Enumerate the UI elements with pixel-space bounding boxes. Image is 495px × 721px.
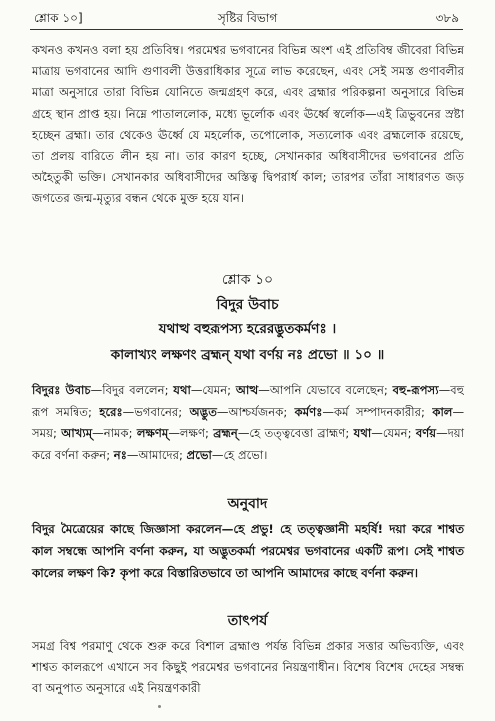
synonym-word: লক্ষণম্ (136, 426, 169, 440)
purport-heading: তাৎপর্য (227, 613, 268, 629)
synonym-word: আখ্যম্ (61, 426, 93, 440)
translation-paragraph (32, 518, 464, 584)
synonym-word: কাল (432, 404, 453, 419)
synonym-meaning: সময় (32, 426, 53, 440)
synonym-meaning: বহু রূপ সমন্বিত (32, 383, 465, 419)
synonym-word: বিদুরঃ উবাচ (32, 383, 91, 397)
page-speck (158, 705, 161, 708)
synonym-word: ব্রহ্মন্ (213, 426, 238, 440)
synonym-meaning: বিদুর বললেন (102, 383, 165, 397)
synonym-meaning: হে প্রভো (223, 447, 264, 462)
verse-line-2: কালাখ্যং লক্ষণং ব্রহ্মন্ যথা বর্ণয় নঃ প্রভো ॥ ১০ ॥ (110, 347, 385, 363)
synonym-meaning: দয়া করে বর্ণনা করুন (32, 426, 465, 462)
synonym-meaning: যেমন (202, 383, 228, 397)
synonym-word: বর্ণয় (415, 426, 437, 440)
synonym-word: যথা (353, 426, 372, 440)
intro-text: কখনও কখনও বলা হয় প্রতিবিম্ব। পরমেশ্বর ভগবানের বিভিন্ন অংশ এই প্রতিবিম্ব জীবেরা বিভিন্ন মাত্রায় ভগবানের আদি গুণাবলী উত্তরাধিকার সূত্রে লাভ করেছেন, এবং সেই সমস্ত গুণাবলীর মাত্রা অনুসারে তারা বিভিন্ন যোনিতে জন্মগ্রহণ করে, এবং ব্রহ্মার পরিকল্পনা অনুসারে বিভিন্ন গ্রহে স্থান প্রাপ্ত হয়। নিম্নে পাতাললোক, মধ্যে ভূর্লোক এবং ঊর্ধ্বে স্বর্লোক—এই ত্রিভুবনের স্রষ্টা হচ্ছেন ব্রহ্মা। তার থেকেও ঊর্ধ্বে যে মহর্লোক, তপোলোক, সত্যলোক এবং ব্রহ্মলোক রয়েছে, তা প্রলয় বারিতে লীন হয় না। তার কারণ হচ্ছে, সেখানকার অধিবাসীদের ভগবানের প্রতি অহৈতুকী ভক্তি। সেখানকার অধিবাসীদের অস্তিত্ব দ্বিপরার্ধ কাল; তারপর তাঁরা সাধারণত জড় জগতের জন্ম-মৃত্যুর বন্ধন থেকে মুক্ত হয়ে যান। (32, 43, 464, 206)
synonym-word: হরেঃ (99, 404, 123, 419)
header-verse-ref: শ্লোক ১০] (34, 11, 83, 25)
synonym-word: নঃ (113, 447, 127, 462)
verse-speaker: বিদুর উবাচ (216, 297, 279, 313)
synonym-word: অদ্ভুত (189, 404, 217, 419)
intro-paragraph (32, 40, 464, 210)
translation-heading: অনুবাদ (227, 496, 268, 512)
synonym-word: বহু-রূপস্য (392, 383, 439, 397)
synonym-meaning: আমাদের (138, 447, 179, 462)
running-header (0, 10, 495, 26)
synonym-word: আত্থ (235, 383, 259, 397)
synonym-meaning: ভগবানের (134, 404, 179, 419)
purport-paragraph (32, 636, 464, 700)
verse-line-1: যথাত্থ বহুরূপস্য হরেরদ্ভুতকর্মণঃ । (158, 321, 337, 337)
header-rule (30, 29, 463, 30)
synonym-meaning: আপনি যেভাবে বলেছেন (269, 383, 384, 397)
synonym-meaning: লক্ষণ (179, 426, 205, 440)
translation-text: বিদুর মৈত্রেয়ের কাছে জিজ্ঞাসা করলেন—হে প্রভু! হে তত্ত্বজ্ঞানী মহর্ষি! দয়া করে শাশ্বত কাল সম্বন্ধে আপনি বর্ণনা করুন, যা অদ্ভুতকর্মা পরমেশ্বর ভগবানের একটি রূপ। সেই শাশ্বত কালের লক্ষণ কি? কৃপা করে বিস্তারিতভাবে তা আপনি আমাদের কাছে বর্ণনা করুন। (32, 522, 464, 580)
synonym-word: কর্মণঃ (294, 404, 323, 419)
synonym-word: প্রভো (186, 447, 212, 462)
purport-text: সমগ্র বিশ্ব পরমাণু থেকে শুরু করে বিশাল ব্রহ্মাণ্ড পর্যন্ত বিভিন্ন প্রকার সত্তার অভিব্যক্তি, এবং শাশ্বত কালরূপে এখানে সব কিছুই পরমেশ্বর ভগবানের নিয়ন্ত্রণাধীন। বিশেষ বিশেষ দেহের সম্বন্ধ বা অনুপাত অনুসারে এই নিয়ন্ত্রণকারী (32, 639, 464, 696)
page-number: ৩৮৯ (435, 11, 459, 25)
synonym-meaning: নামক (103, 426, 129, 440)
synonyms-block: বিদুরঃ উবাচ—বিদুর বললেন; যথা—যেমন; আত্থ—আপনি যেভাবে বলেছেন; বহু-রূপস্য—বহু রূপ সমন্বিত; হরেঃ—ভগবানের; অদ্ভুত—আশ্চর্যজনক; কর্মণঃ—কর্ম সম্পাদনকারীর; কাল—সময়; আখ্যম্—নামক; লক্ষণম্—লক্ষণ; ব্রহ্মন্—হে তত্ত্ববেত্তা ব্রাহ্মণ; যথা—যেমন; বর্ণয়—দয়া করে বর্ণনা করুন; নঃ—আমাদের; প্রভো—হে প্রভো। (32, 383, 465, 462)
synonym-meaning: আশ্চর্যজনক (228, 404, 284, 419)
synonym-word: যথা (173, 383, 191, 397)
synonym-meaning: হে তত্ত্ববেত্তা ব্রাহ্মণ (249, 426, 346, 440)
synonym-meaning: যেমন (382, 426, 408, 440)
verse-number: শ্লোক ১০ (221, 272, 274, 288)
synonym-meaning: কর্ম সম্পাদনকারীর (334, 404, 421, 419)
header-chapter-title: সৃষ্টির বিভাগ (217, 11, 278, 25)
